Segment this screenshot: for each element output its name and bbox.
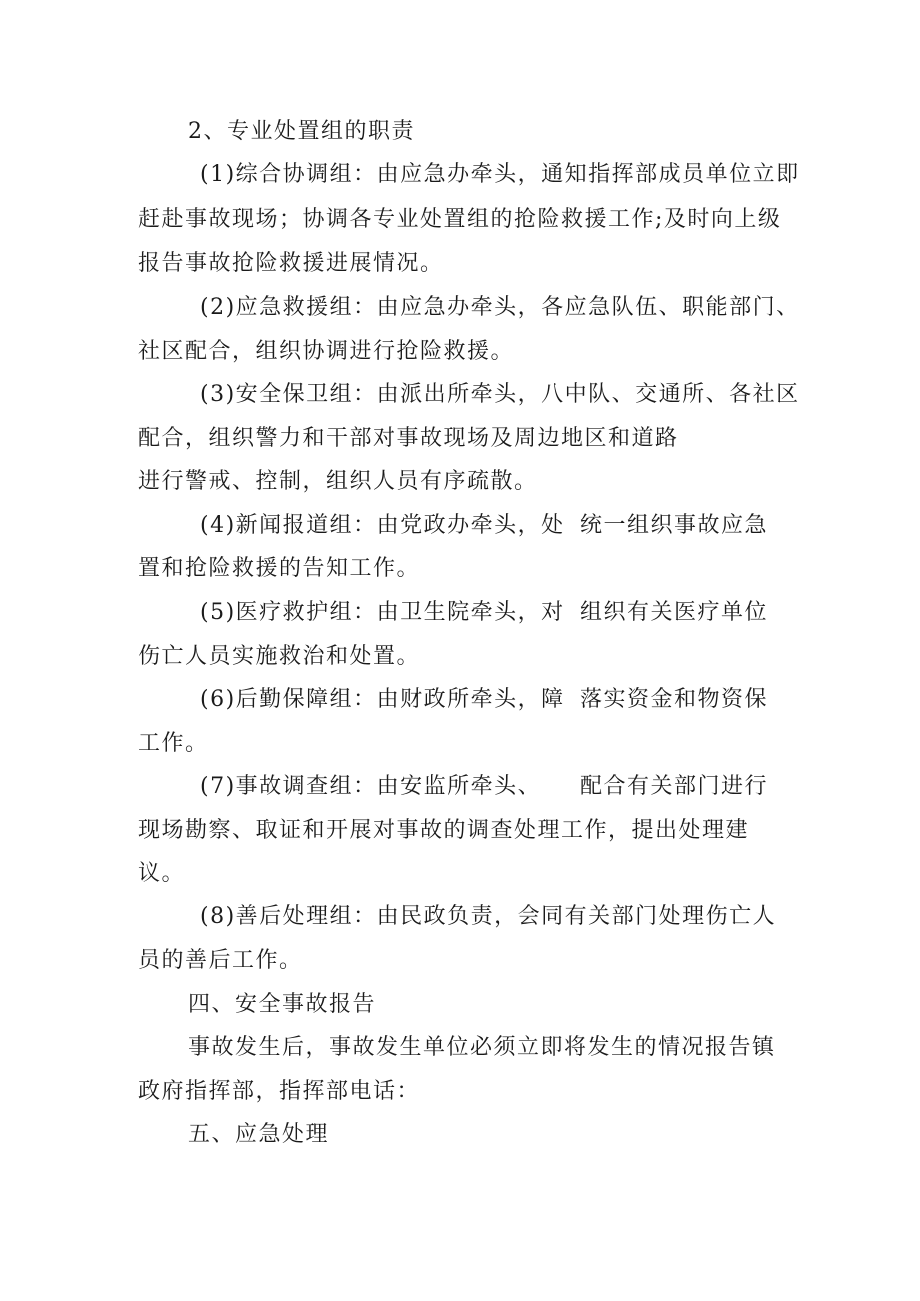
paragraph-line-rescue-2: 社区配合，组织协调进行抢险救援。 [138, 339, 515, 364]
paragraph-line-coordination-1: (1)综合协调组：由应急办牵头，通知指挥部成员单位立即 [200, 162, 800, 187]
heading-specialized-groups-duties: 2、专业处置组的职责 [188, 119, 415, 144]
paragraph-line-medical-2: 伤亡人员实施救治和处置。 [138, 644, 421, 669]
paragraph-line-report-2: 政府指挥部，指挥部电话： [138, 1079, 421, 1104]
paragraph-line-medical-1a: (5)医疗救护组：由卫生院牵头，对 [200, 600, 565, 625]
paragraph-line-logistics-2: 工作。 [138, 731, 209, 756]
paragraph-line-report-1: 事故发生后，事故发生单位必须立即将发生的情况报告镇 [188, 1035, 776, 1060]
paragraph-line-rescue-1: (2)应急救援组：由应急办牵头，各应急队伍、职能部门、 [200, 295, 800, 320]
paragraph-line-security-1: (3)安全保卫组：由派出所牵头，八中队、交通所、各社区 [200, 382, 800, 407]
paragraph-line-aftermath-1: (8)善后处理组：由民政负责，会同有关部门处理伤亡人 [200, 904, 777, 929]
paragraph-line-security-3: 进行警戒、控制，组织人员有序疏散。 [138, 469, 538, 494]
paragraph-line-investigation-1a: (7)事故调查组：由安监所牵头、 [200, 774, 542, 799]
paragraph-line-security-2: 配合，组织警力和干部对事故现场及周边地区和道路 [138, 426, 679, 451]
paragraph-line-logistics-1a: (6)后勤保障组：由财政所牵头，障 [200, 687, 565, 712]
heading-accident-report: 四、安全事故报告 [188, 992, 377, 1017]
paragraph-line-news-1b: 统一组织事故应急 [580, 513, 769, 538]
paragraph-line-investigation-3: 议。 [138, 861, 186, 886]
paragraph-line-investigation-2: 现场勘察、取证和开展对事故的调查处理工作，提出处理建 [138, 818, 750, 843]
paragraph-line-news-1a: (4)新闻报道组：由党政办牵头，处 [200, 513, 565, 538]
paragraph-line-aftermath-2: 员的善后工作。 [138, 948, 303, 973]
paragraph-line-investigation-1b: 配合有关部门进行 [580, 774, 769, 799]
paragraph-line-logistics-1b: 落实资金和物资保 [580, 687, 769, 712]
paragraph-line-medical-1b: 组织有关医疗单位 [580, 600, 769, 625]
paragraph-line-coordination-3: 报告事故抢险救援进展情况。 [138, 251, 444, 276]
paragraph-line-coordination-2: 赶赴事故现场；协调各专业处置组的抢险救援工作;及时向上级 [138, 207, 782, 232]
paragraph-line-news-2: 置和抢险救援的告知工作。 [138, 556, 421, 581]
heading-emergency-handling: 五、应急处理 [188, 1122, 330, 1147]
